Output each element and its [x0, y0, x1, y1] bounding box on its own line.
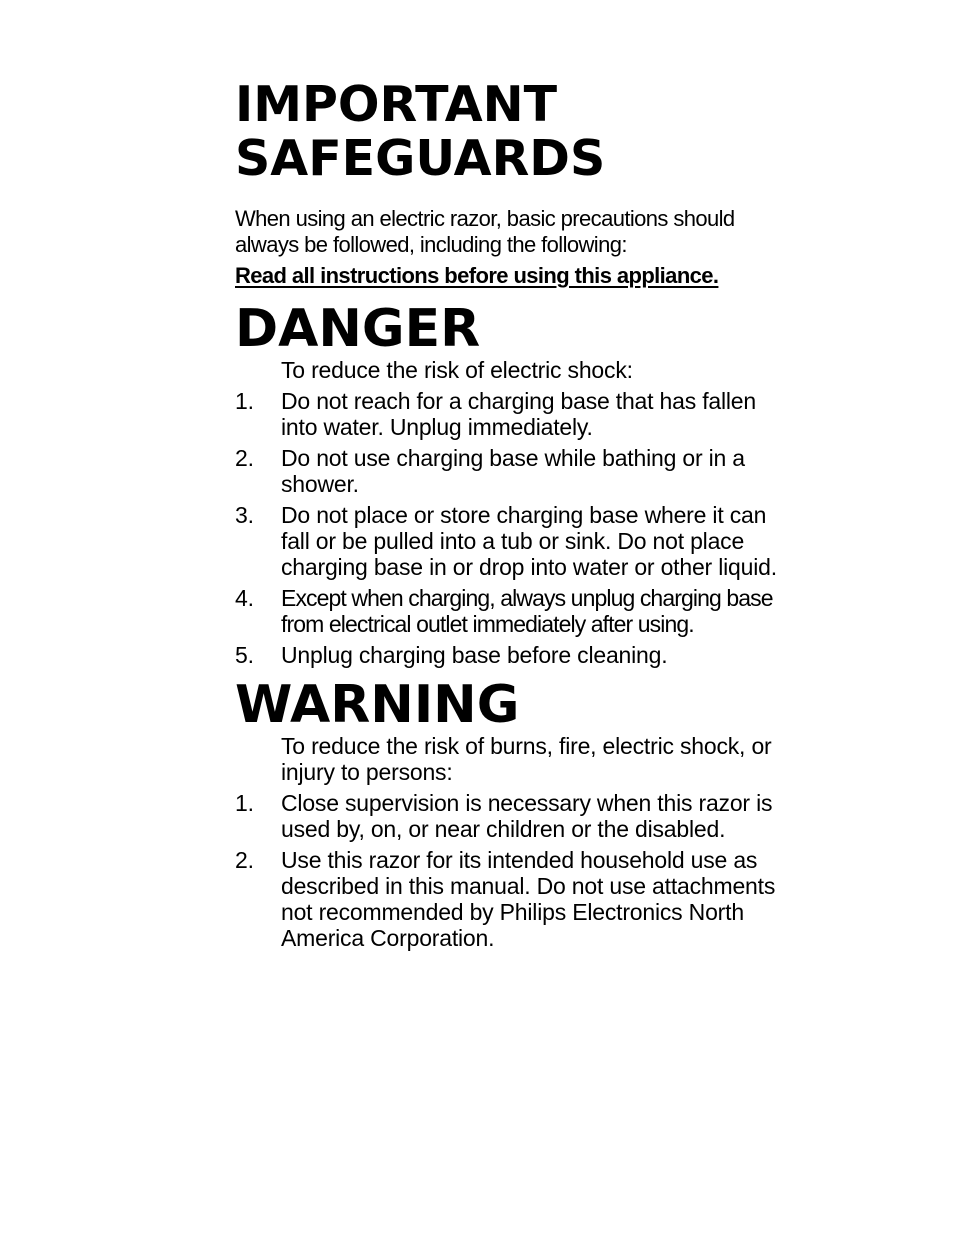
item-text: Use this razor for its intended household use as described in this manual. Do not use attachments not recommended by Philips Electronics North America Corporation. [281, 847, 776, 951]
read-instructions-notice: Read all instructions before using this appliance. [235, 263, 719, 288]
item-number: 1. [235, 790, 254, 816]
warning-heading: WARNING [235, 675, 520, 735]
item-text: Close supervision is necessary when this razor is used by, on, or near children or the disabled. [281, 790, 773, 842]
danger-heading: DANGER [235, 299, 481, 359]
item-text: Do not use charging base while bathing or in a shower. [281, 445, 745, 497]
title-line-1: IMPORTANT [235, 76, 558, 133]
item-text: Do not reach for a charging base that has fallen into water. Unplug immediately. [281, 388, 756, 440]
danger-item [235, 585, 795, 637]
danger-item [235, 502, 795, 580]
item-text: Do not place or store charging base where it can fall or be pulled into a tub or sink. Do not place charging base in or drop into water or other liquid. [281, 502, 777, 580]
item-number: 1. [235, 388, 254, 414]
title-line-2: SAFEGUARDS [235, 130, 606, 187]
danger-section [235, 301, 795, 668]
page-title [235, 78, 795, 186]
item-number: 2. [235, 445, 254, 471]
danger-item [235, 642, 795, 668]
safeguards-page [235, 78, 795, 956]
item-text: Unplug charging base before cleaning. [281, 642, 668, 668]
item-number: 4. [235, 585, 254, 611]
warning-list [235, 790, 795, 951]
warning-item [235, 847, 795, 951]
intro-text: When using an electric razor, basic precautions should always be followed, including the following: [235, 206, 735, 257]
danger-item [235, 388, 795, 440]
danger-item [235, 445, 795, 497]
danger-list [235, 388, 795, 668]
item-number: 2. [235, 847, 254, 873]
item-number: 5. [235, 642, 254, 668]
item-number: 3. [235, 502, 254, 528]
warning-lead: To reduce the risk of burns, fire, electric shock, or injury to persons: [281, 733, 772, 785]
warning-section [235, 677, 795, 951]
danger-lead: To reduce the risk of electric shock: [281, 357, 633, 383]
item-text: Except when charging, always unplug charging base from electrical outlet immediately after using. [281, 585, 773, 637]
warning-item [235, 790, 795, 842]
